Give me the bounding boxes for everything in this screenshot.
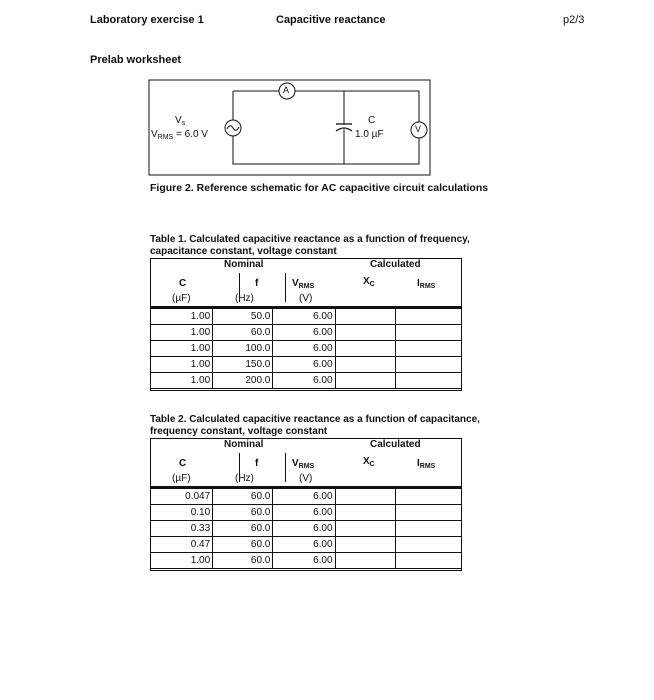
cell-c: 1.00	[151, 357, 213, 373]
cell-xc[interactable]	[335, 357, 395, 373]
source-rms-sub: RMS	[157, 134, 174, 141]
table1-group-nominal: Nominal	[224, 259, 264, 270]
cell-c: 1.00	[151, 553, 213, 569]
table-row	[151, 373, 462, 389]
cell-i[interactable]	[395, 505, 461, 521]
cell-xc[interactable]	[335, 505, 395, 521]
cell-i[interactable]	[395, 309, 461, 325]
table2-col-xc	[363, 456, 375, 468]
cell-xc[interactable]	[335, 325, 395, 341]
table2-col-c: C	[179, 458, 187, 469]
table2-group-calculated: Calculated	[370, 439, 421, 450]
cell-v: 6.00	[273, 489, 335, 505]
figure-caption: Figure 2. Reference schematic for AC capacitive circuit calculations	[150, 182, 489, 194]
cell-c: 1.00	[151, 325, 213, 341]
cell-xc[interactable]	[335, 521, 395, 537]
capacitor-value: 1.0 µF	[355, 129, 384, 140]
table1	[150, 258, 462, 391]
table2-col-v-main: V	[292, 458, 299, 469]
cell-c: 0.33	[151, 521, 213, 537]
source-rms-prefix: V	[151, 129, 158, 140]
table1-body	[150, 308, 462, 389]
table2-title-line2: frequency constant, voltage constant	[150, 426, 328, 437]
table-row	[151, 341, 462, 357]
table1-col-i-main: I	[417, 278, 420, 289]
cell-v: 6.00	[273, 553, 335, 569]
table1-title-line2: capacitance constant, voltage constant	[150, 246, 337, 257]
cell-c: 1.00	[151, 373, 213, 389]
cell-f: 50.0	[213, 309, 273, 325]
cell-f: 60.0	[213, 325, 273, 341]
cell-i[interactable]	[395, 521, 461, 537]
table-row	[151, 505, 462, 521]
cell-i[interactable]	[395, 489, 461, 505]
cell-xc[interactable]	[335, 537, 395, 553]
table2-title	[150, 414, 510, 438]
cell-f: 200.0	[213, 373, 273, 389]
table2-col-v	[292, 458, 314, 470]
table2-group-nominal: Nominal	[224, 439, 264, 450]
cell-i[interactable]	[395, 537, 461, 553]
cell-xc[interactable]	[335, 341, 395, 357]
cell-i[interactable]	[395, 357, 461, 373]
cell-xc[interactable]	[335, 309, 395, 325]
table1-group-calculated: Calculated	[370, 259, 421, 270]
cell-xc[interactable]	[335, 489, 395, 505]
table1-col-i-sub: RMS	[419, 283, 436, 290]
table1-unit-f: (Hz)	[235, 293, 254, 304]
table1-col-xc-sub: C	[369, 281, 375, 288]
capacitor-label: C	[368, 115, 376, 126]
table1-unit-c: (µF)	[172, 293, 191, 304]
table2-unit-v: (V)	[299, 473, 313, 484]
cell-f: 60.0	[213, 505, 273, 521]
table2-col-v-sub: RMS	[298, 463, 315, 470]
cell-xc[interactable]	[335, 553, 395, 569]
circuit-wires	[233, 91, 422, 164]
table1-col-c: C	[179, 278, 187, 289]
cell-i[interactable]	[395, 341, 461, 357]
table2-col-i-main: I	[417, 458, 420, 469]
table2-title-line1: Table 2. Calculated capacitive reactance as a function of capacitance,	[150, 414, 480, 425]
table-row	[151, 553, 462, 569]
table2	[150, 438, 462, 571]
cell-v: 6.00	[273, 373, 335, 389]
cell-c: 1.00	[151, 341, 213, 357]
cell-v: 6.00	[273, 341, 335, 357]
cell-f: 100.0	[213, 341, 273, 357]
table1-title-line1: Table 1. Calculated capacitive reactance as a function of frequency,	[150, 234, 470, 245]
table1-unit-v: (V)	[299, 293, 313, 304]
cell-i[interactable]	[395, 325, 461, 341]
cell-v: 6.00	[273, 325, 335, 341]
header-left: Laboratory exercise 1	[90, 14, 204, 26]
cell-v: 6.00	[273, 521, 335, 537]
source-label	[175, 115, 185, 127]
table1-col-v-sub: RMS	[298, 283, 315, 290]
schematic	[0, 0, 654, 180]
table2-col-xc-sub: C	[369, 461, 375, 468]
ammeter-label: A	[283, 85, 290, 95]
table-row	[151, 357, 462, 373]
cell-c: 0.10	[151, 505, 213, 521]
table1-col-v-main: V	[292, 278, 299, 289]
cell-f: 60.0	[213, 537, 273, 553]
source-label-main: V	[175, 115, 182, 126]
cell-c: 1.00	[151, 309, 213, 325]
cell-i[interactable]	[395, 553, 461, 569]
table-row	[151, 489, 462, 505]
table1-col-f: f	[255, 278, 259, 289]
cell-f: 150.0	[213, 357, 273, 373]
header-center: Capacitive reactance	[276, 14, 386, 26]
table-row	[151, 521, 462, 537]
table1-col-v	[292, 278, 314, 290]
cell-c: 0.47	[151, 537, 213, 553]
source-rms-label	[151, 129, 208, 141]
cell-i[interactable]	[395, 373, 461, 389]
table2-col-f: f	[255, 458, 259, 469]
cell-xc[interactable]	[335, 373, 395, 389]
cell-v: 6.00	[273, 357, 335, 373]
cell-v: 6.00	[273, 537, 335, 553]
table1-col-xc-main: X	[363, 276, 370, 287]
table2-col-i	[417, 458, 435, 470]
table-row	[151, 537, 462, 553]
section-title: Prelab worksheet	[90, 54, 182, 66]
cell-f: 60.0	[213, 553, 273, 569]
table1-col-i	[417, 278, 435, 290]
table2-col-xc-main: X	[363, 456, 370, 467]
table1-title	[150, 234, 510, 258]
table2-body	[150, 488, 462, 569]
page-number: p2/3	[563, 14, 585, 26]
cell-f: 60.0	[213, 489, 273, 505]
table2-unit-f: (Hz)	[235, 473, 254, 484]
source-label-sub: s	[181, 120, 186, 127]
voltmeter-label: V	[415, 124, 422, 134]
source-rms-value: = 6.0 V	[173, 129, 208, 140]
cell-f: 60.0	[213, 521, 273, 537]
table-row	[151, 325, 462, 341]
table2-divider	[285, 453, 286, 482]
cell-c: 0.047	[151, 489, 213, 505]
table-row	[151, 309, 462, 325]
table2-unit-c: (µF)	[172, 473, 191, 484]
table1-col-xc	[363, 276, 375, 288]
table2-col-i-sub: RMS	[419, 463, 436, 470]
cell-v: 6.00	[273, 309, 335, 325]
cell-v: 6.00	[273, 505, 335, 521]
table1-divider	[285, 273, 286, 302]
